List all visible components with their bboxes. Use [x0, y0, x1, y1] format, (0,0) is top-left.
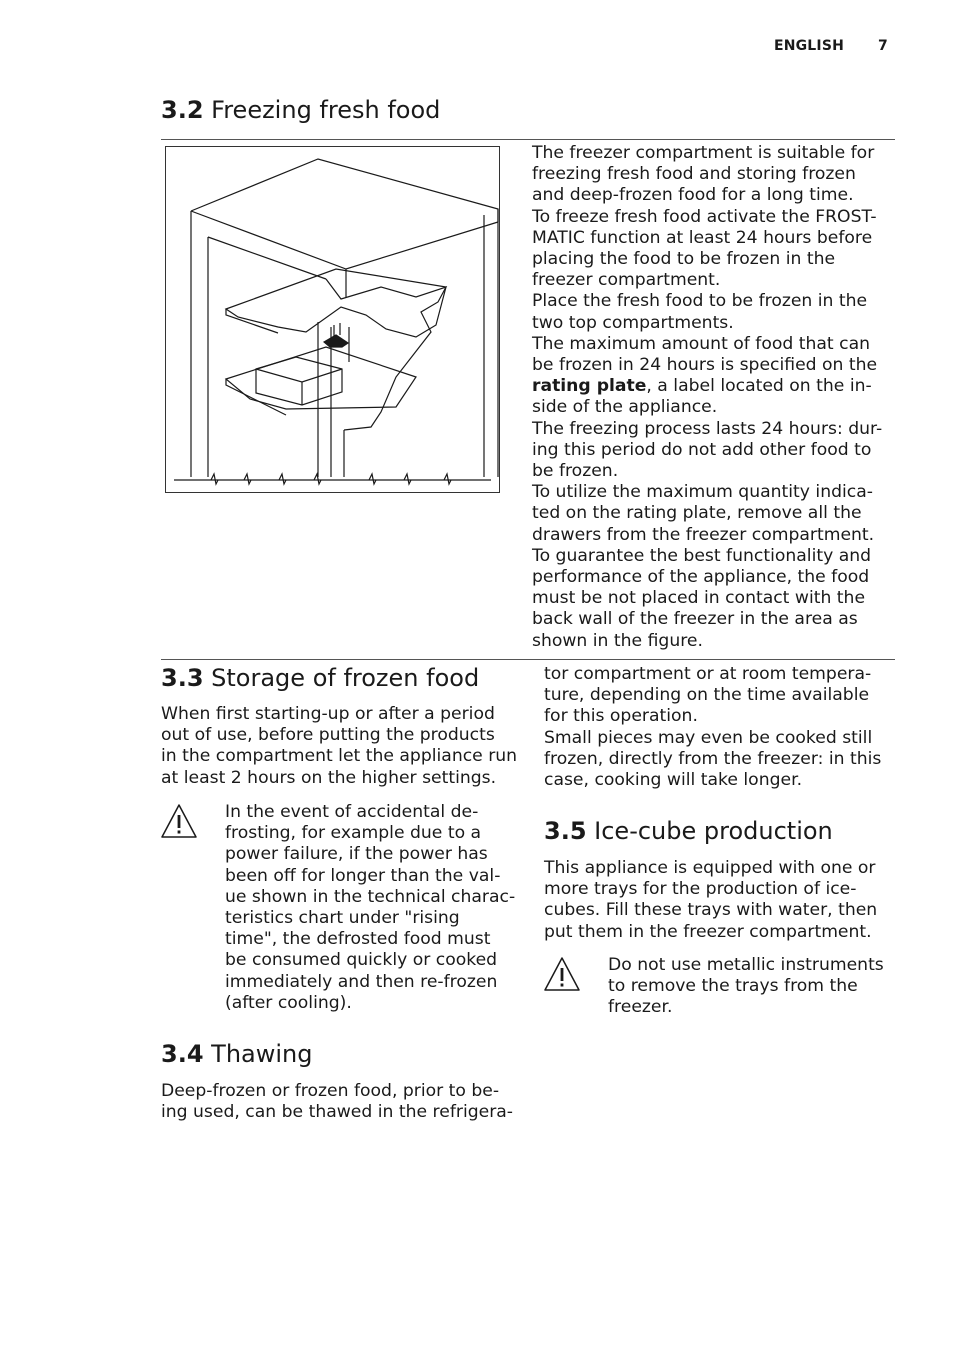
text-line: teristics chart under "rising — [225, 908, 460, 929]
section-number: 3.4 — [161, 1040, 204, 1068]
text-line: ue shown in the technical charac- — [225, 886, 516, 907]
text-line: This appliance is equipped with one or — [544, 858, 876, 878]
text-line: frosting, for example due to a — [225, 823, 482, 844]
text-line: in the compartment let the appliance run — [161, 746, 518, 767]
section-number: 3.5 — [544, 817, 587, 845]
text-line: must be not placed in contact with the — [532, 588, 866, 609]
section-title: Ice-cube production — [594, 817, 833, 845]
text-line: two top compartments. — [532, 312, 734, 333]
text-line: (after cooling). — [225, 992, 352, 1013]
text-line: to remove the trays from the — [608, 976, 858, 997]
text-line: Deep-frozen or frozen food, prior to be- — [161, 1081, 500, 1101]
text-line: back wall of the freezer in the area as — [532, 609, 858, 630]
text-line: immediately and then re-frozen — [225, 971, 498, 992]
text-line: case, cooking will take longer. — [544, 770, 803, 791]
section-3-3-warning — [225, 802, 525, 1014]
text-line: frozen, directly from the freezer: in this — [544, 748, 882, 769]
text-line: side of the appliance. — [532, 397, 718, 418]
text-line: freezing fresh food and storing frozen — [532, 164, 856, 185]
section-title: Thawing — [211, 1040, 313, 1068]
section-3-2-body — [532, 143, 894, 652]
text-line — [532, 376, 894, 397]
text-line: Do not use metallic instruments — [608, 955, 884, 975]
text-line: ing used, can be thawed in the refrigera- — [161, 1102, 513, 1123]
text-line: at least 2 hours on the higher settings. — [161, 767, 497, 788]
warning-triangle-icon — [160, 803, 198, 839]
text-line: be frozen in 24 hours is specified on the — [532, 355, 878, 376]
text-line: time", the defrosted food must — [225, 929, 491, 950]
text-line: for this operation. — [544, 706, 698, 727]
rating-plate-term: rating plate — [532, 376, 647, 397]
section-number: 3.3 — [161, 664, 204, 692]
text-line: freezer. — [608, 997, 673, 1018]
page-header — [774, 38, 888, 54]
text-line: Place the fresh food to be frozen in the — [532, 291, 868, 312]
text-line: drawers from the freezer compartment. — [532, 524, 875, 545]
text-line: The freezing process lasts 24 hours: dur- — [532, 418, 883, 439]
section-title: Storage of frozen food — [211, 664, 480, 692]
text-line: shown in the figure. — [532, 630, 703, 651]
text-line: The freezer compartment is suitable for — [532, 143, 875, 163]
text-line: The maximum amount of food that can — [532, 333, 871, 354]
divider-mid — [161, 659, 895, 660]
text-line: ture, depending on the time available — [544, 685, 870, 706]
section-3-2-heading — [161, 95, 440, 125]
text-line: In the event of accidental de- — [225, 802, 479, 822]
text-line: freezer compartment. — [532, 270, 721, 291]
section-3-4-body — [161, 1081, 521, 1123]
text-line: been off for longer than the val- — [225, 865, 501, 886]
text-line: Small pieces may even be cooked still — [544, 727, 873, 748]
page-number: 7 — [878, 38, 888, 54]
text-fragment: , a label located on the in- — [646, 376, 872, 397]
section-3-5-warning — [608, 955, 894, 1019]
text-line: and deep-frozen food for a long time. — [532, 185, 854, 206]
text-line: more trays for the production of ice- — [544, 879, 857, 900]
section-number: 3.2 — [161, 96, 204, 124]
section-title: Freezing fresh food — [211, 96, 441, 124]
text-line: placing the food to be frozen in the — [532, 249, 836, 270]
text-line: ted on the rating plate, remove all the — [532, 503, 862, 524]
text-line: To utilize the maximum quantity indica- — [532, 482, 873, 503]
section-3-3-body — [161, 704, 521, 789]
section-3-5-body — [544, 858, 894, 943]
section-3-3-heading — [161, 663, 479, 693]
section-3-4-heading — [161, 1039, 312, 1069]
freezer-compartment-illustration — [166, 147, 499, 492]
text-line: performance of the appliance, the food — [532, 567, 870, 588]
text-line: When first starting-up or after a period — [161, 704, 495, 724]
text-line: ing this period do not add other food to — [532, 439, 872, 460]
warning-triangle-icon — [543, 956, 581, 992]
text-line: To guarantee the best functionality and — [532, 545, 872, 566]
section-3-4-continued — [544, 664, 894, 791]
text-line: To freeze fresh food activate the FROST- — [532, 206, 877, 227]
divider-top — [161, 139, 895, 140]
text-line: put them in the freezer compartment. — [544, 921, 872, 942]
text-line: out of use, before putting the products — [161, 725, 495, 746]
text-line: cubes. Fill these trays with water, then — [544, 900, 878, 921]
text-line: MATIC function at least 24 hours before — [532, 227, 873, 248]
section-3-5-heading — [544, 816, 833, 846]
text-line: tor compartment or at room tempera- — [544, 664, 872, 684]
freezer-figure — [165, 146, 500, 493]
header-language: ENGLISH — [773, 38, 845, 54]
text-line: be frozen. — [532, 461, 619, 482]
text-line: be consumed quickly or cooked — [225, 950, 498, 971]
text-line: power failure, if the power has — [225, 844, 488, 865]
